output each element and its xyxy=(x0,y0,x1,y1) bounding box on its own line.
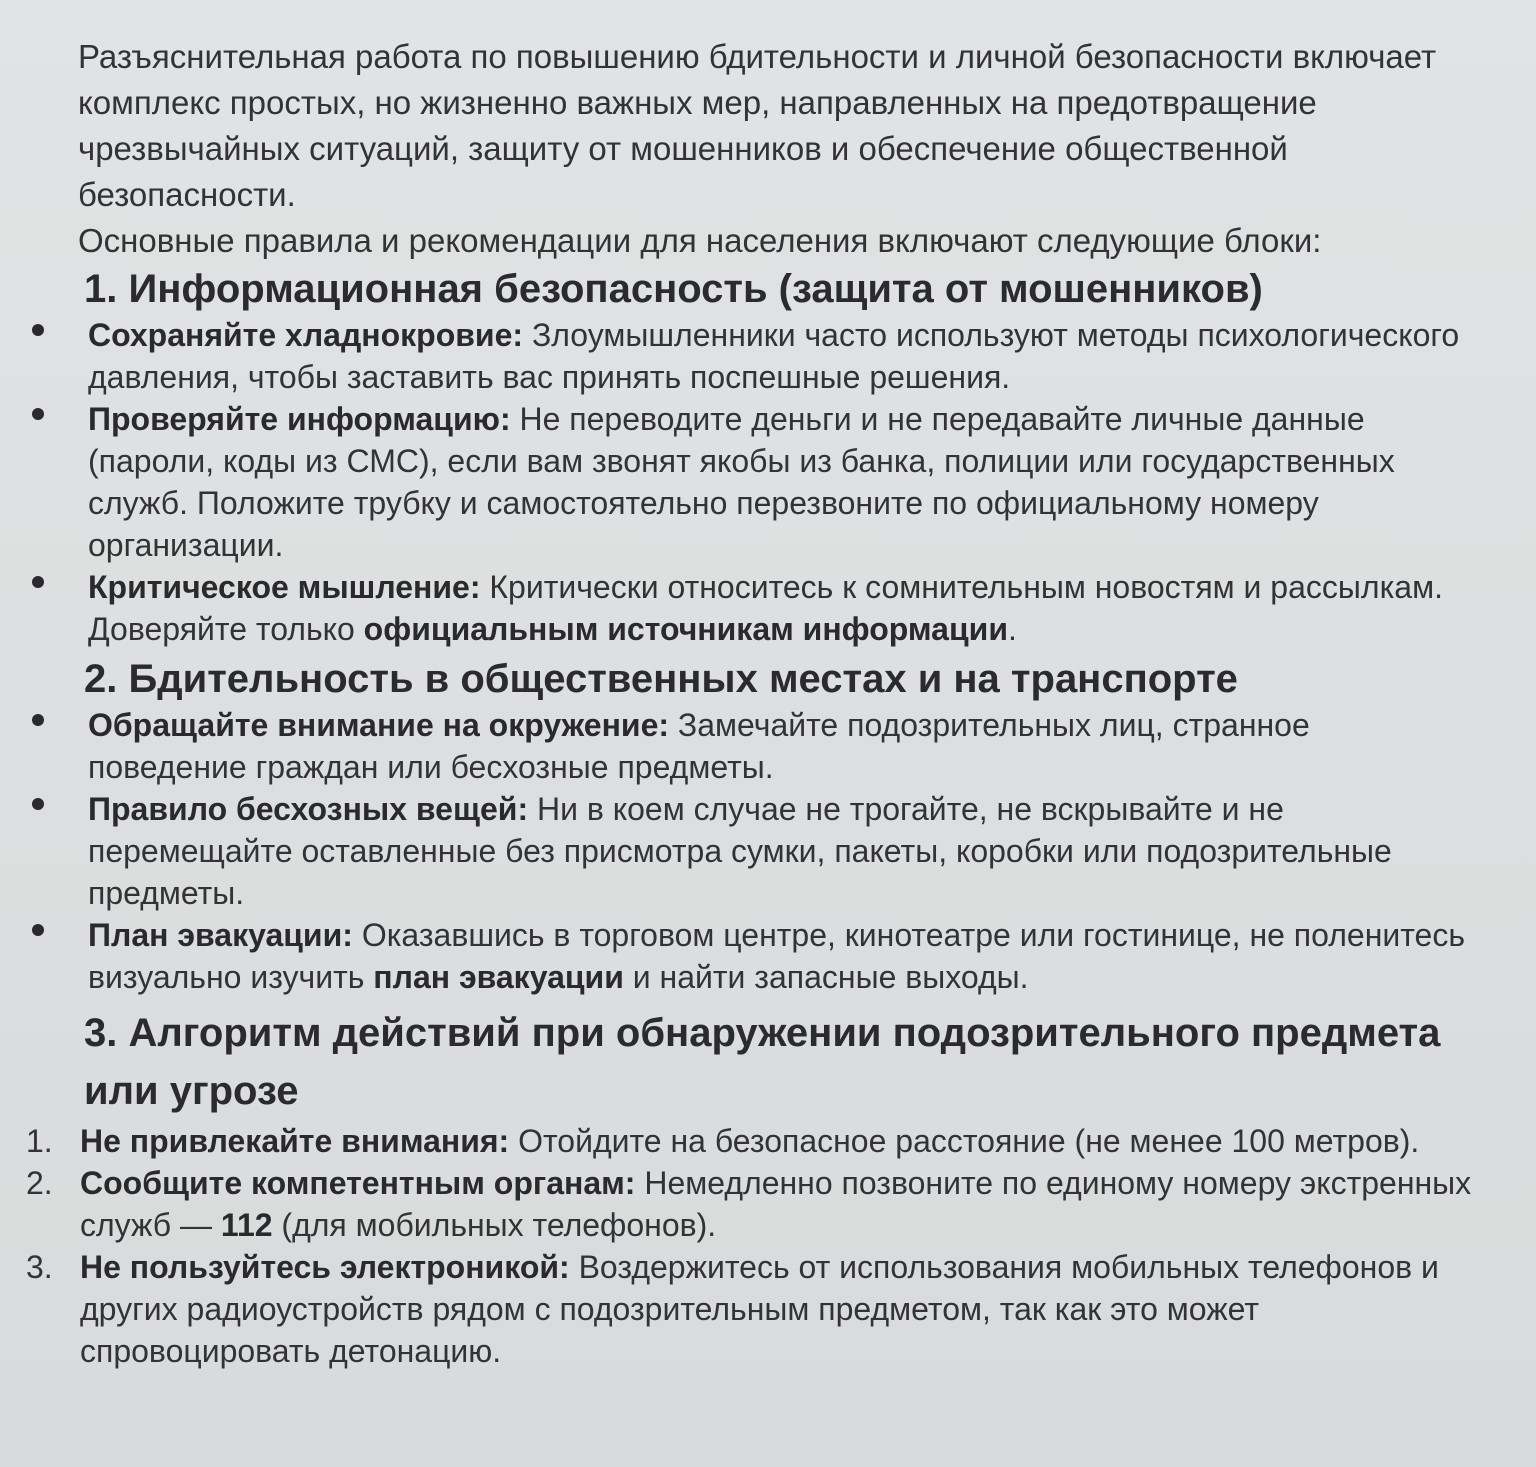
item-text: Ни в коем случае не трогайте, не вскрывайте и не перемещайте оставленные без присмотра сумки, пакеты, коробки или подозрительные предметы. xyxy=(88,791,1392,911)
item-term: Правило бесхозных вещей: xyxy=(88,791,529,827)
item-text: Злоумышленники часто используют методы психологического давления, чтобы заставить вас принять поспешные решения. xyxy=(88,317,1460,395)
item-text: Замечайте подозрительных лиц, странное поведение граждан или бесхозные предметы. xyxy=(88,707,1310,785)
item-number: 1. xyxy=(26,1123,53,1159)
item-emphasis: официальным источникам информации xyxy=(363,611,1008,647)
bullet-list-public-places xyxy=(0,704,1476,998)
bullet-icon xyxy=(32,576,44,588)
item-term: Критическое мышление: xyxy=(88,569,481,605)
bullet-icon xyxy=(32,924,44,936)
item-text: Отойдите на безопасное расстояние (не менее 100 метров). xyxy=(509,1123,1420,1159)
item-emphasis: 112 xyxy=(220,1207,273,1243)
bullet-icon xyxy=(32,324,44,336)
section-heading-info-security: 1. Информационная безопасность (защита от мошенников) xyxy=(84,267,1263,311)
item-emphasis: план эвакуации xyxy=(373,959,624,995)
item-number: 3. xyxy=(26,1249,53,1285)
item-text: Оказавшись в торговом центре, кинотеатре или гостинице, не поленитесь визуально изучить xyxy=(88,917,1465,995)
item-term: Не пользуйтесь электроникой: xyxy=(80,1249,570,1285)
item-term: План эвакуации: xyxy=(88,917,353,953)
bullet-icon xyxy=(32,714,44,726)
intro-paragraph: Разъяснительная работа по повышению бдительности и личной безопасности включает комплекс простых, но жизненно важных мер, направленных на предотвращение чрезвычайных ситуаций, защиту от мошенников и обеспечение общественной безопасности. xyxy=(78,38,1437,213)
item-tail: (для мобильных телефонов). xyxy=(272,1207,717,1243)
item-text: Немедленно позвоните по единому номеру экстренных служб — xyxy=(80,1165,1472,1243)
intro-block xyxy=(78,34,1476,264)
item-term: Проверяйте информацию: xyxy=(88,401,511,437)
section-heading-public-places: 2. Бдительность в общественных местах и на транспорте xyxy=(84,657,1238,701)
item-text: Не переводите деньги и не передавайте личные данные (пароли, коды из СМС), если вам звонят якобы из банка, полиции или государственных служб. Положите трубку и самостоятельно перезвоните по официальному номеру организации. xyxy=(88,401,1395,563)
item-text: Критически относитесь к сомнительным новостям и рассылкам. Доверяйте только xyxy=(88,569,1443,647)
item-term: Не привлекайте внимания: xyxy=(80,1123,510,1159)
item-tail: . xyxy=(1007,611,1017,647)
item-number: 2. xyxy=(26,1165,53,1201)
numbered-list-action-algorithm xyxy=(0,1120,1476,1372)
list-item xyxy=(0,314,1476,398)
list-item xyxy=(0,704,1476,788)
list-item xyxy=(0,1120,1476,1162)
bullet-list-info-security xyxy=(0,314,1476,650)
bullet-icon xyxy=(32,408,44,420)
list-item xyxy=(0,914,1476,998)
list-item xyxy=(0,566,1476,650)
item-text: Воздержитесь от использования мобильных телефонов и других радиоустройств рядом с подозрительным предметом, так как это может спровоцировать детонацию. xyxy=(80,1249,1439,1369)
list-item xyxy=(0,1162,1476,1246)
item-term: Сообщите компетентным органам: xyxy=(80,1165,636,1201)
section-heading-action-algorithm: 3. Алгоритм действий при обнаружении подозрительного предмета или угрозе xyxy=(84,1011,1441,1113)
intro-lead-in: Основные правила и рекомендации для населения включают следующие блоки: xyxy=(78,222,1322,259)
list-item xyxy=(0,398,1476,566)
item-term: Обращайте внимание на окружение: xyxy=(88,707,670,743)
item-tail: и найти запасные выходы. xyxy=(623,959,1029,995)
bullet-icon xyxy=(32,798,44,810)
item-term: Сохраняйте хладнокровие: xyxy=(88,317,524,353)
list-item xyxy=(0,1246,1476,1372)
list-item xyxy=(0,788,1476,914)
